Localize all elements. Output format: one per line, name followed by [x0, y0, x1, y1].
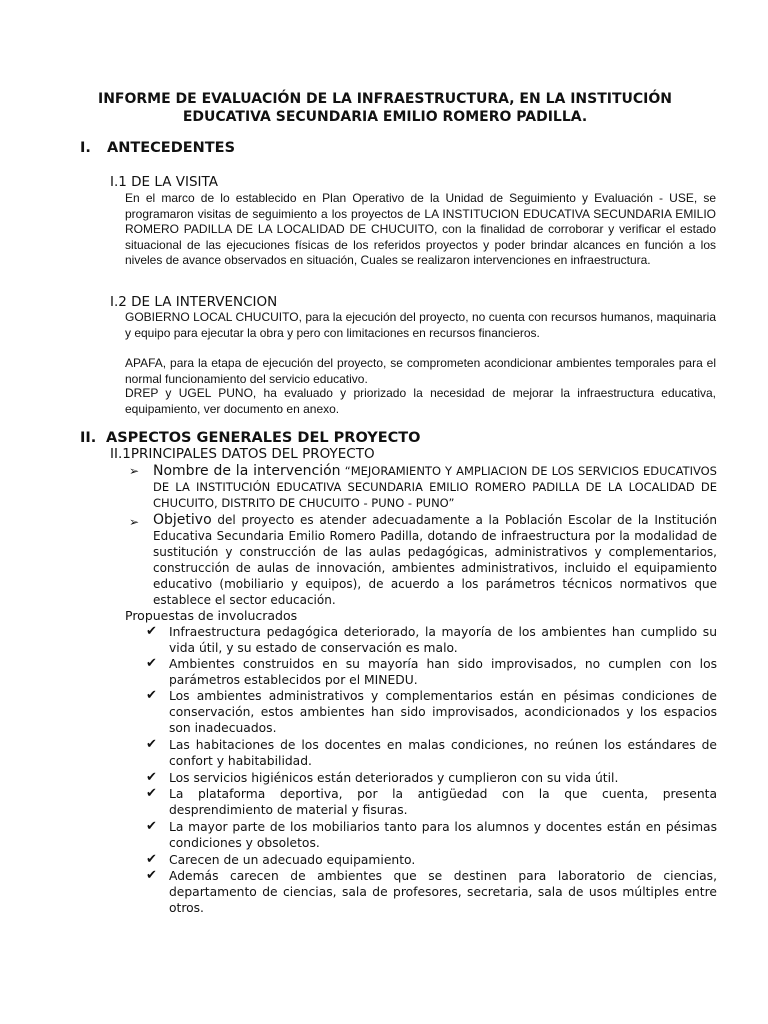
paragraph-drep-ugel: DREP y UGEL PUNO, ha evaluado y priorizado la necesidad de mejorar la infraestructura educativa, equipamiento, ver documento en anexo.	[125, 386, 716, 416]
subsection-heading-intervencion: I.2 DE LA INTERVENCION	[110, 294, 278, 310]
section-title: ANTECEDENTES	[107, 140, 236, 156]
checkmark-icon: ✔	[146, 819, 157, 834]
list-item: Los ambientes administrativos y complementarios están en pésimas condiciones de conservación, estos ambientes han sido improvisados, acondicionados y los espacios son inadecuados.	[169, 689, 717, 735]
bullet-text: “MEJORAMIENTO Y AMPLIACION DE LOS SERVICIOS EDUCATIVOS DE LA INSTITUCIÓN EDUCATIVA SECUNDARIA EMILIO ROMERO PADILLA DE LA LOCALIDAD DE CHUCUITO, DISTRITO DE CHUCUITO - PUNO - PUNO”	[153, 464, 717, 510]
section-number: II.	[80, 430, 97, 446]
subsection-heading-visita: I.1 DE LA VISITA	[110, 174, 218, 190]
checkmark-icon: ✔	[146, 737, 157, 752]
list-item: Carecen de un adecuado equipamiento.	[169, 853, 416, 867]
section-number: I.	[80, 140, 91, 156]
paragraph-gobierno-local: GOBIERNO LOCAL CHUCUITO, para la ejecución del proyecto, no cuenta con recursos humanos, maquinaria y equipo para ejecutar la obra y pero con limitaciones en recursos financieros.	[125, 310, 716, 340]
section-title: ASPECTOS GENERALES DEL PROYECTO	[106, 430, 421, 446]
document-title: INFORME DE EVALUACIÓN DE LA INFRAESTRUCTURA, EN LA INSTITUCIÓN EDUCATIVA SECUNDARIA EMILIO ROMERO PADILLA.	[97, 91, 673, 125]
checkmark-icon: ✔	[146, 688, 157, 703]
list-item: Ambientes construidos en su mayoría han sido improvisados, no cumplen con los parámetros establecidos por el MINEDU.	[169, 657, 717, 687]
bullet-lead: Objetivo	[153, 512, 212, 528]
bullet-nombre-intervencion	[153, 463, 717, 511]
bullet-text: del proyecto es atender adecuadamente a la Población Escolar de la Institución Educativa Secundaria Emilio Romero Padilla, dotando de infraestructura por la modalidad de sustitución y construcción de las aulas pedagógicas, administrativos y complementarios, construcción de aulas de innovación, ambientes administrativos, incluido el equipamiento educativo (mobiliario y equipos), de acuerdo a los parámetros técnicos normativos que establece el sector educación.	[153, 513, 717, 607]
bullet-objetivo	[153, 512, 717, 608]
paragraph-visita: En el marco de lo establecido en Plan Operativo de la Unidad de Seguimiento y Evaluación - USE, se programaron visitas de seguimiento a los proyectos de LA INSTITUCION EDUCATIVA SECUNDARIA EMILIO ROMERO PADILLA DE LA LOCALIDAD DE CHUCUITO, con la finalidad de corroborar y verificar el estado situacional de las ejecuciones físicas de los referidos proyectos y poder brindar alcances en función a los niveles de avance observados en situación, Cuales se realizaron intervenciones en infraestructura.	[125, 191, 716, 267]
checkmark-icon: ✔	[146, 770, 157, 785]
paragraph-apafa: APAFA, para la etapa de ejecución del proyecto, se comprometen acondicionar ambientes temporales para el normal funcionamiento del servicio educativo.	[125, 356, 716, 386]
checkmark-icon: ✔	[146, 852, 157, 867]
list-item: Infraestructura pedagógica deteriorado, la mayoría de los ambientes han cumplido su vida útil, y su estado de conservación es malo.	[169, 625, 717, 655]
checkmark-icon: ✔	[146, 868, 157, 883]
bullet-lead: Nombre de la intervención	[153, 463, 341, 479]
subsection-heading-datos: II.1PRINCIPALES DATOS DEL PROYECTO	[110, 446, 375, 462]
checkmark-icon: ✔	[146, 786, 157, 801]
checkmark-icon: ✔	[146, 624, 157, 639]
checkmark-icon: ✔	[146, 656, 157, 671]
list-item: La plataforma deportiva, por la antigüedad con la que cuenta, presenta desprendimiento de material y fisuras.	[169, 787, 717, 817]
list-item: Los servicios higiénicos están deteriorados y cumplieron con su vida útil.	[169, 771, 619, 785]
list-item: Las habitaciones de los docentes en malas condiciones, no reúnen los estándares de confort y habitabilidad.	[169, 738, 717, 768]
list-item: Además carecen de ambientes que se destinen para laboratorio de ciencias, departamento de ciencias, sala de profesores, secretaria, sala de usos múltiples entre otros.	[169, 869, 717, 915]
propuestas-label: Propuestas de involucrados	[125, 608, 298, 623]
arrow-bullet-icon: ➢	[129, 464, 140, 478]
arrow-bullet-icon: ➢	[129, 515, 140, 529]
list-item: La mayor parte de los mobiliarios tanto para los alumnos y docentes están en pésimas condiciones y obsoletos.	[169, 820, 717, 850]
